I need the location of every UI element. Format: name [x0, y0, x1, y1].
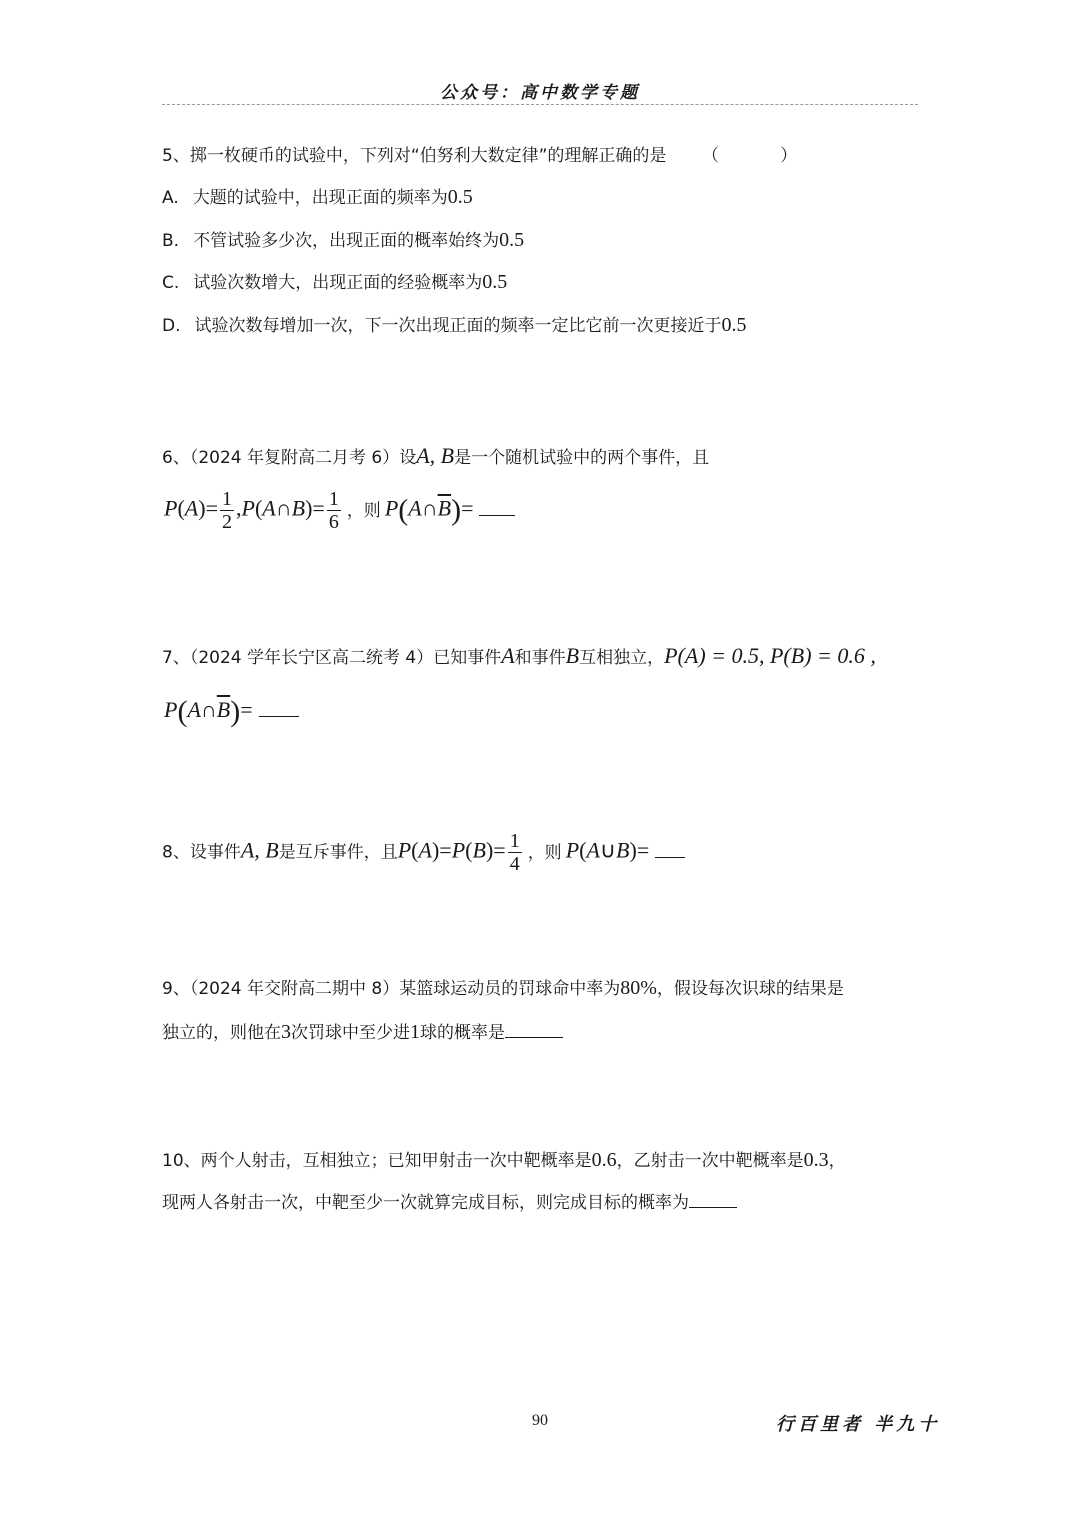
option-text: 试验次数增大，出现正面的经验概率为 [193, 273, 483, 293]
page-header-title: 公众号：高中数学专题 [440, 83, 640, 103]
math-p: P [164, 697, 178, 722]
question-9-line-2 [162, 1018, 563, 1044]
option-value: 0.5 [447, 186, 473, 208]
math-equals: = [205, 495, 218, 521]
fraction-one-half [220, 488, 234, 533]
intersection-symbol: ∩ [200, 697, 217, 722]
question-9-text: 次罚球中至少进 [291, 1023, 410, 1043]
math-p: P [565, 837, 580, 863]
question-9-text: 独立的，则他在 [162, 1023, 281, 1043]
denominator: 6 [328, 511, 339, 533]
option-label: D. [162, 316, 181, 336]
then-text: ，则 [346, 500, 381, 521]
math-b-complement: $\overline{B}$ [437, 495, 452, 521]
denominator: 4 [509, 853, 520, 875]
denominator: 2 [221, 511, 232, 533]
question-5-option-b [162, 226, 524, 252]
math-p: P [397, 837, 412, 863]
question-9-text: 9、（2024 年交附高二期中 8）某篮球运动员的罚球命中率为 [162, 979, 621, 999]
question-8-text: 8、设事件 [162, 842, 241, 863]
hit-rate: 80% [620, 977, 657, 999]
question-10-line-1 [162, 1146, 846, 1172]
question-7-text: 7、（2024 学年长宁区高二统考 4）已知事件 [162, 648, 502, 668]
math-a: A [408, 495, 422, 521]
question-7-text-mid: 和事件 [514, 648, 566, 668]
math-p: P [164, 495, 178, 521]
option-value: 0.5 [499, 229, 525, 251]
intersection-symbol: ∩ [275, 495, 292, 521]
probability-yi: 0.3 [803, 1149, 829, 1171]
math-p: P [241, 495, 255, 521]
math-equals: = [439, 837, 452, 863]
fraction-one-quarter [508, 830, 522, 875]
option-value: 0.5 [721, 314, 747, 336]
numerator: 1 [328, 488, 339, 510]
math-equals: = [461, 495, 474, 521]
question-6-stem [162, 443, 709, 469]
math-equals: = [636, 837, 650, 863]
question-6-formula: P(A)= $\frac{1}{2}$ ,P(A∩B)= $\frac{1}{6}$ ，则 $P(A\cap\overline{B})=$ [164, 488, 515, 533]
math-a: A [418, 837, 432, 863]
math-p: P [451, 837, 466, 863]
numerator: 1 [509, 830, 520, 852]
option-label: C. [162, 273, 180, 293]
number-three: 3 [281, 1021, 291, 1043]
question-10-text: 现两人各射击一次，中靶至少一次就算完成目标，则完成目标的概率为 [162, 1193, 689, 1213]
question-5-stem [162, 141, 825, 166]
event-vars: A, B [240, 837, 279, 863]
math-b-complement: $\overline{B}$ [216, 697, 231, 722]
math-equals: = [312, 495, 325, 521]
math-a: A [586, 837, 600, 863]
math-a: A [184, 495, 199, 521]
option-label: A. [162, 188, 179, 208]
math-equals: = [240, 697, 253, 722]
option-label: B. [162, 231, 180, 251]
answer-blank [479, 514, 515, 516]
question-5-option-c [162, 268, 507, 294]
answer-bracket: （ ） [701, 146, 826, 166]
question-9-text-cont: ，假设每次识球的结果是 [656, 979, 844, 999]
math-p: P [384, 495, 399, 521]
answer-blank [655, 856, 685, 858]
union-symbol: ∪ [599, 837, 617, 863]
numerator: 1 [221, 488, 232, 510]
option-text: 不管试验多少次，出现正面的概率始终为 [193, 231, 500, 251]
header-divider [162, 104, 918, 105]
question-6-text-cont: 是一个随机试验中的两个事件，且 [454, 448, 710, 468]
question-5-text: 5、掷一枚硬币的试验中，下列对“伯努利大数定律”的理解正确的是 [162, 146, 667, 166]
option-text: 大题的试验中，出现正面的频率为 [192, 188, 448, 208]
event-b: B [565, 643, 580, 668]
then-text: ，则 [527, 842, 562, 863]
math-comma: , [235, 495, 242, 521]
question-9-text: 球的概率是 [420, 1023, 505, 1043]
question-8-text-mid: 是互斥事件，且 [278, 842, 398, 863]
given-probabilities: P(A) = 0.5, P(B) = 0.6 , [664, 643, 876, 668]
answer-blank [259, 715, 299, 717]
fraction-one-sixth [327, 488, 341, 533]
probability-jia: 0.6 [591, 1149, 617, 1171]
option-text: 试验次数每增加一次，下一次出现正面的频率一定比它前一次更接近于 [194, 316, 722, 336]
math-b: B [291, 495, 306, 521]
question-7-text-suffix: 互相独立， [579, 648, 665, 668]
answer-blank [689, 1206, 737, 1208]
option-value: 0.5 [482, 271, 508, 293]
math-b: B [472, 837, 486, 863]
question-5-option-a [162, 183, 473, 209]
question-10-text: ，乙射击一次中靶概率是 [616, 1151, 804, 1171]
question-10-text: 10、两个人射击，互相独立；已知甲射击一次中靶概率是 [162, 1151, 592, 1171]
question-7-formula: $P(A\cap\overline{B})=$ [164, 695, 299, 729]
question-10-text: ， [828, 1151, 846, 1171]
question-10-line-2 [162, 1188, 737, 1213]
intersection-symbol: ∩ [421, 495, 438, 521]
event-vars: A, B [416, 443, 455, 468]
math-equals: = [493, 837, 506, 863]
event-a: A [501, 643, 515, 668]
page-number: 90 [532, 1412, 548, 1429]
question-9-line-1 [162, 974, 844, 1000]
math-a: A [187, 697, 201, 722]
question-5-option-d [162, 311, 747, 337]
question-8-stem: 8、设事件A, B是互斥事件，且P(A)=P(B)= $\frac{1}{4}$ ，则 P(A∪B)= [162, 830, 685, 875]
answer-blank [505, 1036, 563, 1038]
question-6-text: 6、（2024 年复附高二月考 6）设 [162, 448, 417, 468]
math-b: B [616, 837, 630, 863]
math-a: A [262, 495, 276, 521]
question-7-stem [162, 643, 876, 669]
footer-motto: 行百里者 半九十 [776, 1414, 941, 1435]
number-one: 1 [410, 1021, 420, 1043]
